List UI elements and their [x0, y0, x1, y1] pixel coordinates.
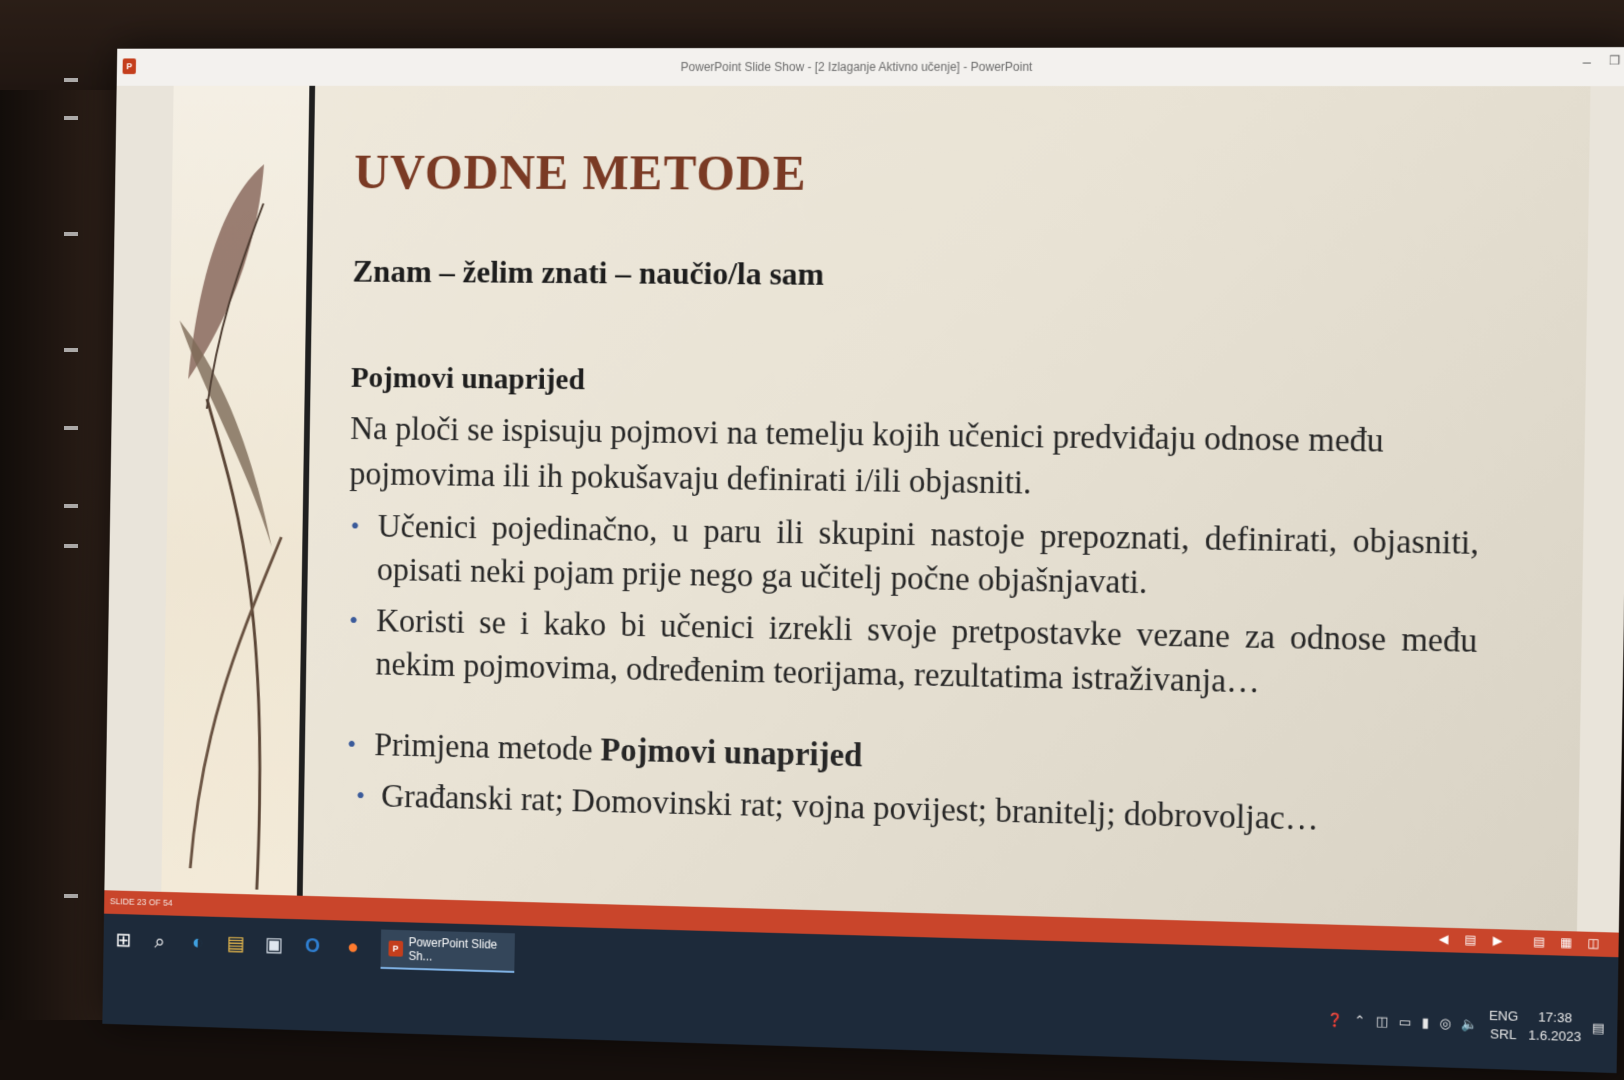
- powerpoint-app-icon[interactable]: P: [123, 58, 137, 74]
- store-icon[interactable]: ▣: [264, 933, 284, 957]
- rail-mark: [64, 78, 78, 82]
- slide-title: UVODNE METODE: [353, 143, 808, 201]
- bullet-item: • Učenici pojedinačno, u paru ili skupini nastoje prepoznati, definirati, objasniti, opisati neki pojam prije nego ga učitelj počne objašnjavati.: [348, 505, 1480, 611]
- edge-icon[interactable]: ◐: [191, 931, 204, 954]
- help-icon[interactable]: ❓: [1326, 1011, 1344, 1028]
- window-title: PowerPoint Slide Show - [2 Izlaganje Aktivno učenje] - PowerPoint: [680, 59, 1033, 74]
- system-tray: [1327, 1002, 1605, 1047]
- keyboard-layout: SRL: [1490, 1026, 1517, 1043]
- language-code: ENG: [1488, 1007, 1519, 1024]
- volume-icon[interactable]: 🔈: [1461, 1016, 1479, 1032]
- slide-counter: SLIDE 23 OF 54: [109, 896, 173, 908]
- bullet-item: • Koristi se i kako bi učenici izrekli svoje pretpostavke vezane za odnose među nekim pojmovima, određenim teorijama, rezultatima istraživanja…: [346, 599, 1477, 709]
- window-titlebar[interactable]: [117, 47, 1624, 86]
- minimize-icon[interactable]: –: [1582, 53, 1592, 70]
- slide-sorter-icon[interactable]: ▦: [1560, 935, 1573, 950]
- network-icon[interactable]: ◎: [1439, 1015, 1452, 1031]
- powerpoint-icon: P: [388, 941, 402, 957]
- rail-mark: [64, 894, 78, 898]
- application-prefix: Primjena metode: [374, 727, 601, 769]
- next-slide-icon[interactable]: ▶: [1492, 933, 1503, 948]
- rail-mark: [64, 232, 78, 236]
- rail-mark: [64, 348, 78, 352]
- clock-date: 1.6.2023: [1528, 1027, 1582, 1045]
- leaf-branch-illustration: [161, 86, 309, 896]
- rail-mark: [64, 544, 78, 548]
- notifications-icon[interactable]: ▤: [1591, 1020, 1605, 1036]
- previous-slide-icon[interactable]: ◀: [1438, 931, 1449, 947]
- taskbar-app-label: PowerPoint Slide Sh...: [408, 935, 498, 964]
- language-indicator[interactable]: [1489, 1007, 1519, 1045]
- device-icon[interactable]: ◫: [1375, 1013, 1389, 1030]
- bullet-item-example: • Građanski rat; Domovinski rat; vojna povijest; branitelj; dobrovoljac…: [344, 774, 1475, 846]
- rail-mark: [64, 504, 78, 508]
- chevron-up-icon[interactable]: ⌃: [1353, 1012, 1366, 1029]
- search-icon[interactable]: ⌕: [154, 930, 166, 953]
- restore-icon[interactable]: ❐: [1608, 53, 1621, 68]
- slide-canvas[interactable]: [161, 86, 1590, 932]
- clock[interactable]: [1528, 1008, 1581, 1046]
- section-heading: Pojmovi unaprijed: [350, 361, 586, 397]
- file-explorer-icon[interactable]: ▤: [226, 932, 246, 955]
- rail-mark: [64, 426, 78, 430]
- rail-mark: [64, 116, 78, 120]
- normal-view-icon[interactable]: ▤: [1533, 934, 1546, 949]
- outlook-icon[interactable]: O: [304, 935, 321, 958]
- section-paragraph: Na ploči se ispisuju pojmovi na temelju kojih učenici predviđaju odnose među pojmovima ili ih pokušavaju definirati i/ili objasniti.: [349, 411, 1385, 502]
- clock-time: 17:38: [1537, 1009, 1573, 1026]
- taskbar-powerpoint-button[interactable]: [381, 929, 515, 972]
- start-icon[interactable]: ⊞: [115, 929, 132, 952]
- monitor-screen: [102, 47, 1624, 1073]
- bullet-list: [344, 505, 1479, 854]
- reading-view-icon[interactable]: ◫: [1587, 935, 1600, 951]
- firefox-icon[interactable]: ●: [346, 936, 359, 959]
- application-method: Pojmovi unaprijed: [600, 732, 863, 775]
- slide-subtitle: Znam – želim znati – naučio/la sam: [352, 253, 825, 292]
- display-icon[interactable]: ▭: [1398, 1014, 1412, 1030]
- battery-icon[interactable]: ▮: [1421, 1014, 1430, 1031]
- slide-notes-icon[interactable]: ▤: [1464, 932, 1477, 948]
